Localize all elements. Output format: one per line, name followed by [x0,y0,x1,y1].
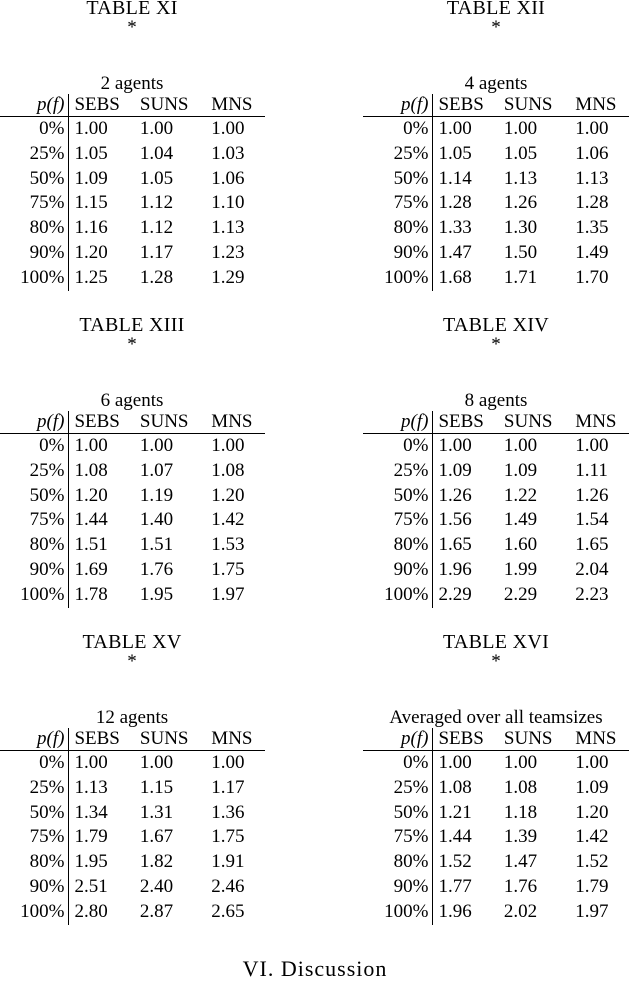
table-cell: 1.14 [438,167,472,189]
table-subcaption: Averaged over all teamsizes [389,707,603,728]
table-cell: 0% [0,117,69,142]
table-cell: 75% [363,825,433,850]
table-cell: 1.99 [503,558,538,580]
table-cell: 1.00 [438,435,472,456]
table-cell: 1.19 [139,484,174,506]
table-cell: 80% [0,850,69,875]
table-cell: 50% [0,484,69,509]
column-header: MNS [575,411,617,432]
table-cell: 50% [0,801,69,826]
table-marker: * [127,17,137,38]
table-cell: 1.54 [575,509,609,531]
table-row [0,583,265,608]
table-cell: 1.09 [503,459,538,481]
table-cell: 1.00 [438,118,472,139]
table-cell: 1.52 [438,851,472,873]
table-cell: 1.96 [438,900,472,922]
section-heading: VI. Discussion [242,956,388,981]
table-cell: 1.00 [74,752,108,773]
table-row [363,558,629,583]
table-row [363,459,629,484]
table-cell: 100% [0,266,69,291]
column-header: MNS [575,728,617,749]
table-row [0,117,265,142]
table-cell: 25% [0,776,69,801]
table-cell: 2.46 [211,875,245,897]
column-header: SEBS [438,728,484,749]
table-marker: * [127,334,137,355]
table-cell: 1.70 [575,266,609,288]
table-cell: 1.96 [438,558,472,580]
table-header-row [363,94,629,117]
table-cell: 1.00 [503,752,538,773]
table-cell: 1.52 [575,851,609,873]
table-row [0,751,265,776]
table-cell: 1.05 [139,167,174,189]
table-cell: 1.71 [503,266,538,288]
table-row [0,191,265,216]
table-cell: 1.44 [438,826,472,848]
table-cell: 1.33 [438,217,472,239]
table-cell: 1.79 [74,826,108,848]
table-cell: 1.17 [211,776,245,798]
table-row [0,241,265,266]
table-cell: 1.42 [211,509,245,531]
table-cell: 1.00 [139,118,174,139]
table-cell: 2.87 [139,900,174,922]
table-cell: 1.08 [74,459,108,481]
results-table [0,728,265,925]
table-cell: 1.13 [74,776,108,798]
table-caption: TABLE XVI [442,631,550,653]
table-cell: 1.00 [74,118,108,139]
table-marker: * [127,651,137,672]
table-cell: 1.05 [74,142,108,164]
table-cell: 1.95 [74,851,108,873]
table-cell: 1.36 [211,801,245,823]
table-cell: 1.50 [503,241,538,263]
table-row [0,850,265,875]
table-cell: 2.29 [438,583,472,605]
table-cell: 25% [363,142,433,167]
table-row [363,142,629,167]
table-row [0,533,265,558]
results-table [0,411,265,608]
table-row [0,825,265,850]
table-cell: 100% [363,900,433,925]
table-row [363,216,629,241]
table-row [0,459,265,484]
table-row [0,167,265,192]
table-row [0,900,265,925]
table-row [0,434,265,459]
column-header: p(f) [0,94,69,117]
table-block [0,0,265,291]
table-cell: 50% [363,484,433,509]
column-header: SUNS [139,728,189,749]
table-cell: 2.80 [74,900,108,922]
table-cell: 1.00 [575,118,609,139]
results-table [363,728,629,925]
table-cell: 0% [0,434,69,459]
table-caption: TABLE XV [82,631,182,653]
table-cell: 1.00 [575,752,609,773]
table-cell: 90% [363,241,433,266]
table-cell: 1.40 [139,509,174,531]
table-cell: 2.04 [575,558,609,580]
table-cell: 1.20 [211,484,245,506]
table-caption: TABLE XII [446,0,546,19]
table-cell: 1.76 [503,875,538,897]
table-cell: 1.09 [438,459,472,481]
table-caption: TABLE XI [86,0,178,19]
table-cell: 80% [0,533,69,558]
column-header: MNS [211,411,253,432]
table-row [0,776,265,801]
table-cell: 2.51 [74,875,108,897]
table-cell: 80% [0,216,69,241]
table-cell: 1.04 [139,142,174,164]
table-row [363,825,629,850]
table-cell: 1.60 [503,534,538,556]
table-cell: 1.00 [139,435,174,456]
table-cell: 1.16 [74,217,108,239]
results-table [0,94,265,291]
table-cell: 50% [363,167,433,192]
table-cell: 1.67 [139,826,174,848]
table-cell: 1.06 [211,167,245,189]
table-cell: 1.44 [74,509,108,531]
table-cell: 0% [0,751,69,776]
table-cell: 1.28 [575,192,609,214]
table-cell: 1.31 [139,801,174,823]
table-row [0,508,265,533]
table-cell: 1.23 [211,241,245,263]
column-header: p(f) [0,728,69,751]
table-header-row [0,94,265,117]
table-cell: 1.00 [74,435,108,456]
table-cell: 100% [0,583,69,608]
table-cell: 1.00 [575,435,609,456]
column-header: SUNS [503,94,553,115]
table-subcaption: 4 agents [464,73,528,94]
table-cell: 1.51 [74,534,108,556]
table-cell: 1.06 [575,142,609,164]
table-cell: 1.95 [139,583,174,605]
table-subcaption: 6 agents [100,390,164,411]
column-header: p(f) [363,728,433,751]
table-marker: * [491,651,501,672]
table-cell: 25% [363,459,433,484]
table-header-row [363,411,629,434]
table-row [0,142,265,167]
table-cell: 75% [363,508,433,533]
column-header: MNS [211,728,253,749]
column-header: MNS [211,94,253,115]
table-cell: 1.00 [211,118,245,139]
table-cell: 1.03 [211,142,245,164]
table-cell: 1.12 [139,217,174,239]
table-cell: 0% [363,751,433,776]
table-cell: 1.13 [211,217,245,239]
table-cell: 1.13 [575,167,609,189]
table-cell: 50% [363,801,433,826]
table-cell: 1.30 [503,217,538,239]
table-cell: 100% [363,583,433,608]
table-row [363,241,629,266]
results-table [363,411,629,608]
column-header: SEBS [74,728,120,749]
table-cell: 1.28 [139,266,174,288]
table-cell: 1.49 [503,509,538,531]
table-cell: 1.26 [575,484,609,506]
table-cell: 1.08 [438,776,472,798]
table-block [0,631,265,925]
table-row [363,583,629,608]
table-cell: 1.00 [211,435,245,456]
table-cell: 1.21 [438,801,472,823]
column-header: SEBS [438,94,484,115]
table-cell: 1.09 [575,776,609,798]
table-cell: 1.15 [74,192,108,214]
table-cell: 1.08 [503,776,538,798]
table-cell: 80% [363,216,433,241]
column-header: SUNS [139,411,189,432]
table-cell: 25% [0,142,69,167]
table-cell: 1.15 [139,776,174,798]
table-cell: 2.65 [211,900,245,922]
table-cell: 1.00 [438,752,472,773]
table-cell: 1.35 [575,217,609,239]
table-cell: 75% [363,191,433,216]
table-cell: 1.05 [438,142,472,164]
table-cell: 1.75 [211,558,245,580]
table-cell: 1.53 [211,534,245,556]
column-header: SUNS [139,94,189,115]
column-header: SUNS [503,411,553,432]
table-row [363,167,629,192]
table-cell: 75% [0,191,69,216]
table-caption: TABLE XIV [442,314,550,336]
column-header: SUNS [503,728,553,749]
table-row [363,751,629,776]
table-cell: 1.28 [438,192,472,214]
table-cell: 1.79 [575,875,609,897]
table-row [363,191,629,216]
table-cell: 1.65 [575,534,609,556]
table-block [363,0,629,291]
table-row [363,900,629,925]
table-cell: 1.20 [74,241,108,263]
table-block [0,314,265,608]
table-cell: 1.65 [438,534,472,556]
table-cell: 2.23 [575,583,609,605]
table-cell: 1.17 [139,241,174,263]
table-cell: 1.18 [503,801,538,823]
table-cell: 2.29 [503,583,538,605]
table-cell: 2.40 [139,875,174,897]
table-cell: 1.75 [211,826,245,848]
table-cell: 1.47 [503,851,538,873]
table-cell: 1.07 [139,459,174,481]
table-row [363,850,629,875]
table-cell: 1.78 [74,583,108,605]
table-cell: 1.26 [503,192,538,214]
table-cell: 1.77 [438,875,472,897]
table-block [363,631,629,925]
table-cell: 1.12 [139,192,174,214]
table-cell: 90% [0,875,69,900]
table-marker: * [491,334,501,355]
table-cell: 1.09 [74,167,108,189]
table-cell: 100% [0,900,69,925]
column-header: p(f) [363,411,433,434]
table-cell: 1.49 [575,241,609,263]
table-cell: 1.47 [438,241,472,263]
table-cell: 1.00 [503,435,538,456]
table-row [363,117,629,142]
column-header: SEBS [438,411,484,432]
results-table [363,94,629,291]
table-cell: 2.02 [503,900,538,922]
table-cell: 1.22 [503,484,538,506]
table-cell: 1.00 [503,118,538,139]
table-header-row [0,728,265,751]
table-header-row [0,411,265,434]
table-cell: 80% [363,533,433,558]
table-row [363,508,629,533]
table-cell: 1.20 [74,484,108,506]
table-cell: 1.68 [438,266,472,288]
table-row [363,434,629,459]
table-row [0,801,265,826]
table-row [363,533,629,558]
table-row [0,216,265,241]
table-marker: * [491,17,501,38]
table-cell: 1.76 [139,558,174,580]
table-cell: 25% [363,776,433,801]
table-row [0,875,265,900]
table-header-row [363,728,629,751]
table-row [0,484,265,509]
column-header: p(f) [363,94,433,117]
table-cell: 1.56 [438,509,472,531]
table-cell: 1.91 [211,851,245,873]
column-header: MNS [575,94,617,115]
table-cell: 90% [363,558,433,583]
table-cell: 1.69 [74,558,108,580]
table-cell: 1.42 [575,826,609,848]
table-cell: 90% [0,558,69,583]
table-cell: 100% [363,266,433,291]
table-subcaption: 2 agents [100,73,164,94]
table-cell: 1.05 [503,142,538,164]
table-cell: 1.20 [575,801,609,823]
table-caption: TABLE XIII [79,314,185,336]
table-cell: 1.00 [211,752,245,773]
table-cell: 1.00 [139,752,174,773]
table-cell: 75% [0,508,69,533]
table-cell: 1.97 [211,583,245,605]
column-header: SEBS [74,94,120,115]
table-row [363,484,629,509]
table-cell: 1.13 [503,167,538,189]
table-cell: 1.39 [503,826,538,848]
table-cell: 1.10 [211,192,245,214]
table-cell: 1.25 [74,266,108,288]
table-cell: 1.08 [211,459,245,481]
column-header: p(f) [0,411,69,434]
table-cell: 1.29 [211,266,245,288]
table-cell: 1.82 [139,851,174,873]
table-row [363,875,629,900]
table-cell: 1.51 [139,534,174,556]
table-cell: 75% [0,825,69,850]
table-subcaption: 12 agents [95,707,169,728]
table-row [363,776,629,801]
table-row [0,266,265,291]
table-cell: 1.26 [438,484,472,506]
table-cell: 1.34 [74,801,108,823]
table-subcaption: 8 agents [464,390,528,411]
table-cell: 25% [0,459,69,484]
table-cell: 1.11 [575,459,608,481]
table-cell: 0% [363,117,433,142]
table-cell: 80% [363,850,433,875]
table-row [0,558,265,583]
table-cell: 90% [0,241,69,266]
table-cell: 1.97 [575,900,609,922]
table-block [363,314,629,608]
table-row [363,801,629,826]
table-cell: 90% [363,875,433,900]
table-row [363,266,629,291]
table-cell: 0% [363,434,433,459]
column-header: SEBS [74,411,120,432]
table-cell: 50% [0,167,69,192]
